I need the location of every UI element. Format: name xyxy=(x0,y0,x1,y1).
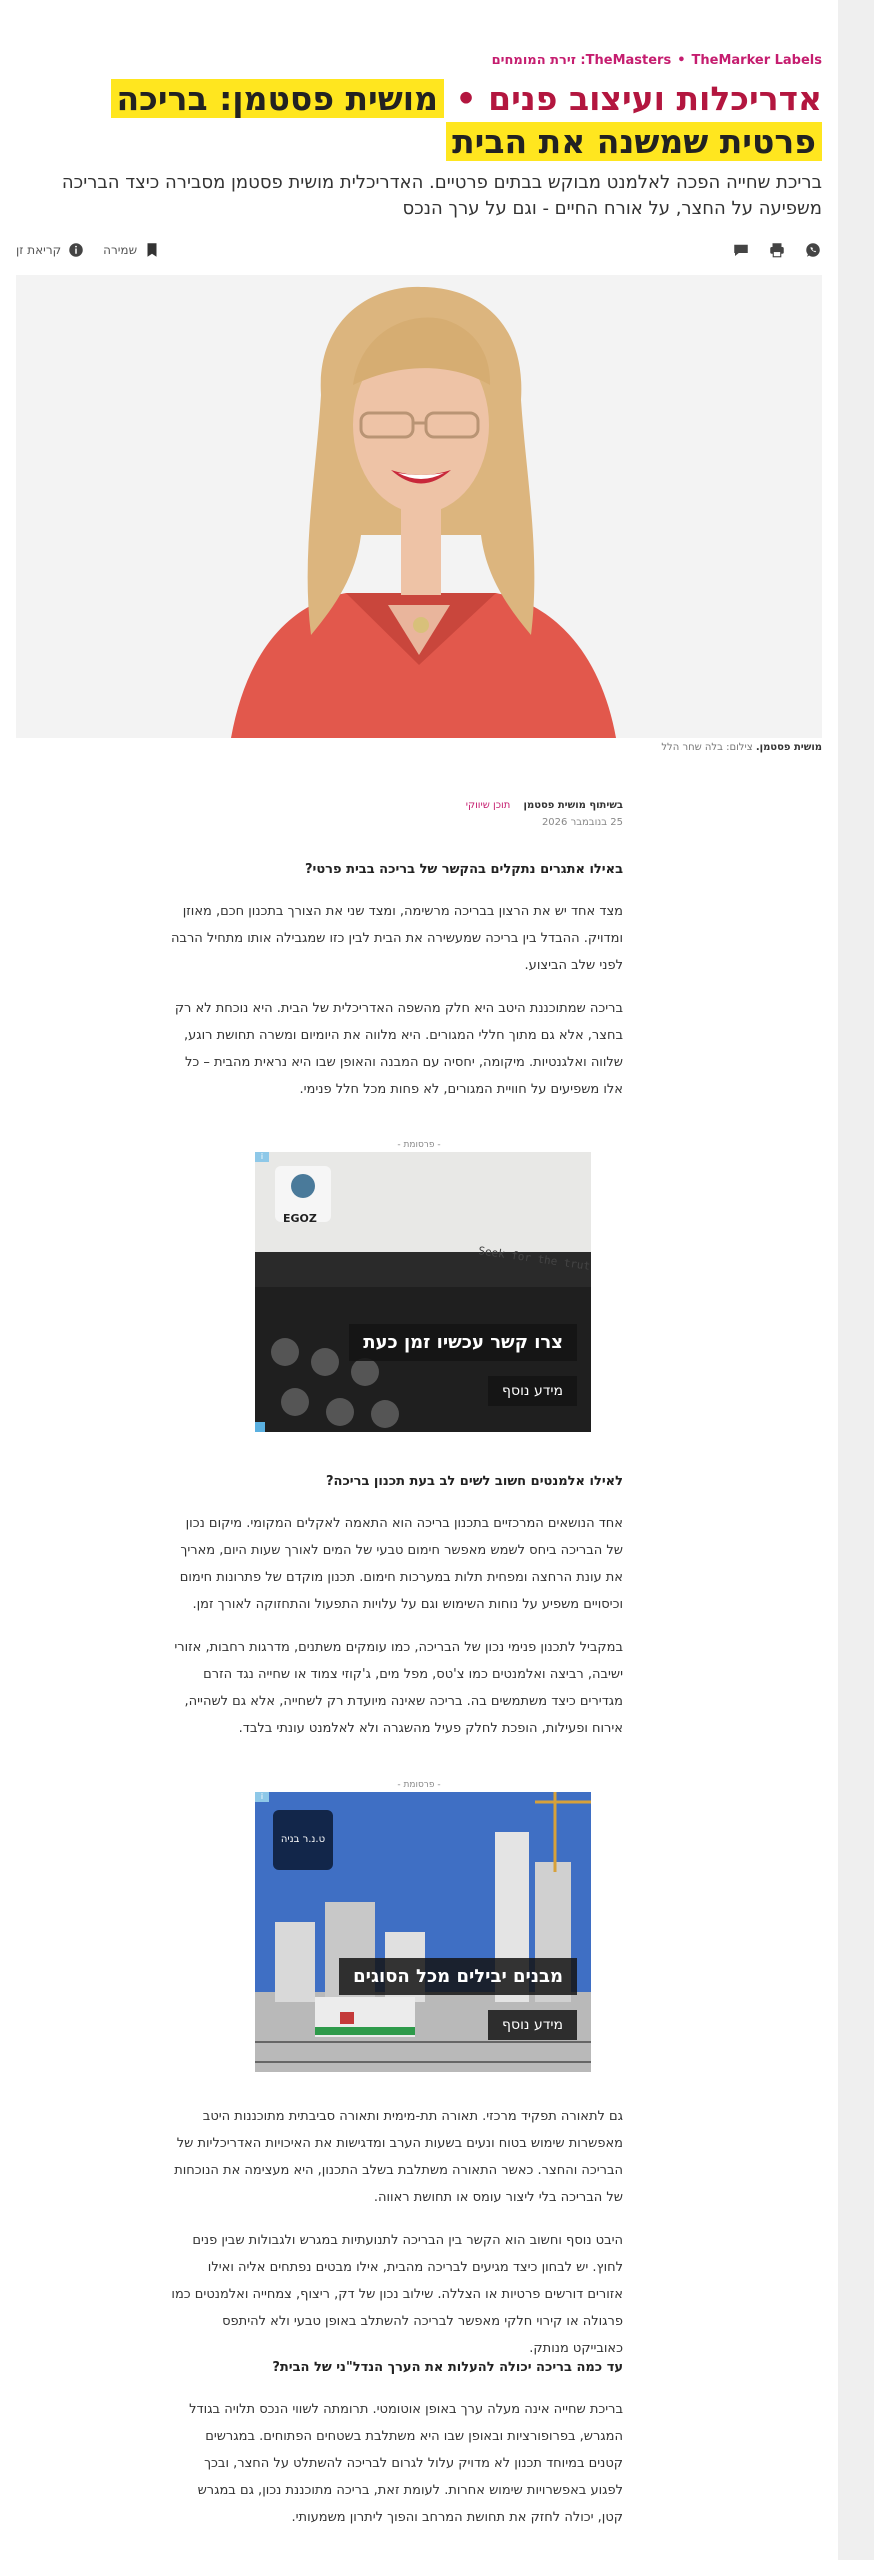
ad-banner-modular[interactable] xyxy=(255,1792,591,2072)
ad-more-info-button[interactable]: מידע נוסף xyxy=(488,2010,577,2040)
headline-section[interactable]: אדריכלות ועיצוב פנים xyxy=(488,79,822,118)
ad-label: - פרסומת - xyxy=(397,1140,441,1150)
breadcrumb-separator: • xyxy=(677,53,686,68)
section-heading: עד כמה בריכה יכולה להעלות את הערך הנדל"ני של הבית? xyxy=(272,2360,623,2375)
paragraph: היבט נוסף וחשוב הוא הקשר בין הבריכה לתנועתיות במגרש ולגבולות שבין פנים לחוץ. יש לבחון כיצד מגיעים לבריכה מהבית, אילו מבטים נפתחים אליה ואילו אזורים דורשים פרטיות או הצללה. שילוב נכון של דק, ריצוף, צמחייה ואלמנטים כמו פרגולה או קירוי חלקי מאפשר לבריכה להשתלב באופן טבעי ולא להיתפס כאובייקט מנותק. xyxy=(171,2233,623,2356)
save-button[interactable] xyxy=(103,241,161,259)
ad-logo: EGOZ xyxy=(283,1212,317,1225)
printer-icon xyxy=(768,241,786,259)
breadcrumb-item-labels[interactable]: TheMarker Labels xyxy=(691,53,822,68)
section-heading: באילו אתגרים נתקלים בהקשר של בריכה בבית פרטי? xyxy=(304,862,623,877)
caption-credit: צילום: בלה שחר הלל xyxy=(661,742,753,753)
ad-info-icon[interactable]: i xyxy=(255,1152,269,1162)
ad-headline: צרו קשר עכשיו זמן כעת xyxy=(349,1324,577,1361)
headline-title: מושית פסטמן: בריכה פרטית שמשנה את הבית xyxy=(111,79,822,161)
ad-corner-marker xyxy=(255,1422,265,1432)
ad-logo: ט.נ.ר בניה xyxy=(280,1834,326,1845)
ad-headline: מבנים יבילים מכל הסוגים xyxy=(339,1958,577,1995)
comments-button[interactable] xyxy=(732,241,750,259)
paragraph: במקביל לתכנון פנימי נכון של הבריכה, כמו עומקים משתנים, מדרגות רחבות, אזורי ישיבה, רביצה ואלמנטים כמו צ'טס, מפל מים, ג'קוזי צמוד או שחייה נגד הזרם מגדירים כיצד משתמשים בה. בריכה שאינה מיועדת רק לשחייה, אלא גם לשהייה, אירוח ופעילות, הופכת לחלק פעיל מהשגרה ולא לאלמנט עונתי בלבד. xyxy=(174,1640,623,1736)
ad-info-icon[interactable]: i xyxy=(255,1792,269,1802)
portrait-photo xyxy=(16,275,822,738)
image-caption xyxy=(16,742,822,753)
page-title xyxy=(16,77,822,163)
caption-name: מושית פסטמן. xyxy=(755,742,822,753)
hero-image xyxy=(16,275,822,738)
paragraph: בריכה שמתוכננת היטב היא חלק מהשפה האדריכלית של הבית. היא נוכחת לא רק בחצר, אלא גם מתוך חללי המגורים. היא מלווה את היומיום ומשרה תחושת רוגע, שלווה ואלגנטיות. מיקומה, יחסיה עם המבנה והאופן שבו היא נראית מהבית – כל אלו משפיעים על חוויית המגורים, לא פחות מכל חלל פנימי. xyxy=(174,1001,623,1097)
article-body-2 xyxy=(170,1472,623,1742)
whatsapp-share-button[interactable] xyxy=(804,241,822,259)
paragraph: גם לתאורה תפקיד מרכזי. תאורה תת-מימית ותאורה סביבתית מתוכננות היטב מאפשרות שימוש בטוח ונעים בשעות הערב ומדגישות את האיכויות האדריכליות של הבריכה והחצר. כאשר התאורה משתלבת בשלב התכנון, היא מעצימה את הנוכחות של הבריכה בלי ליצור עומס או תחושת ראווה. xyxy=(174,2109,623,2205)
ad-more-info-button[interactable]: מידע נוסף xyxy=(488,1376,577,1406)
save-label: שמירה xyxy=(103,243,138,257)
comment-icon xyxy=(732,241,750,259)
scrollbar-track[interactable] xyxy=(838,0,874,2560)
section-heading: לאילו אלמנטים חשוב לשים לב בעת תכנון בריכה? xyxy=(325,1474,623,1489)
breadcrumb xyxy=(16,53,822,68)
ad-label: - פרסומת - xyxy=(397,1780,441,1790)
publish-date: 25 בנובמבר 2026 xyxy=(541,817,623,828)
subheadline: בריכת שחייה הפכה לאלמנט מבוקש בבתים פרטיים. האדריכלית מושית פסטמן מסבירה כיצד הבריכה משפיעה על החצר, על אורח החיים - וגם על ערך הנכס xyxy=(61,172,822,219)
info-icon xyxy=(67,241,85,259)
ad-banner-egoz[interactable] xyxy=(255,1152,591,1432)
bookmark-icon xyxy=(143,241,161,259)
print-button[interactable] xyxy=(768,241,786,259)
byline-author[interactable]: בשיתוף מושית פסטמן xyxy=(523,800,623,811)
whatsapp-icon xyxy=(804,241,822,259)
headline-bullet: • xyxy=(455,79,477,118)
paragraph: מצד אחד יש את הרצון בבריכה מרשימה, ומצד שני את הצורך בתכנון חכם, מאוזן ומדויק. ההבדל בין בריכה שמעשירה את הבית לבין כזו שמגבילה אותו מתחיל הרבה לפני שלב הביצוע. xyxy=(170,904,623,973)
paragraph: בריכת שחייה אינה מעלה ערך באופן אוטומטי. תרומתה לשווי הנכס תלויה בגודל המגרש, בפרופורציות ובאופן שבו היא משתלבת בשטחים הפתוחים. במגרשים קטנים במיוחד תכנון לא מדויק עלול לגרום לבריכה להשתלט על החצר, ובכך לפגוע באפשרויות שימוש אחרות. לעומת זאת, בריכה מתוכננת נכון, גם במגרש קטן, יכולה לחזק את תחושת המרחב והפוך ליתרון משמעותי. xyxy=(189,2402,623,2525)
article-body-1 xyxy=(170,860,623,1103)
article-body-4 xyxy=(170,2358,623,2531)
read-later-button[interactable] xyxy=(16,241,85,259)
read-later-label: קריאת זן xyxy=(16,243,62,257)
sponsored-tag: תוכן שיווקי xyxy=(465,800,511,811)
breadcrumb-item-themasters[interactable]: TheMasters: זירת המומחים xyxy=(491,53,672,68)
article-body-3 xyxy=(170,2103,623,2362)
byline xyxy=(170,800,623,828)
ad-typewriter-text: Seek for the trut xyxy=(478,1244,591,1273)
article-toolbar xyxy=(16,238,822,262)
paragraph: אחד הנושאים המרכזיים בתכנון בריכה הוא התאמה לאקלים המקומי. מיקום נכון של הבריכה ביחס לשמש מאפשר חימום טבעי של המים לאורך שעות היום, מאריך את עונת הרחצה ומפחית תלות במערכות חימום. תכנון מוקדם של פתרונות חימום וכיסויים משפיע על נוחות השימוש וגם על עלויות התפעול והתחזוקה לאורך זמן. xyxy=(179,1516,623,1612)
